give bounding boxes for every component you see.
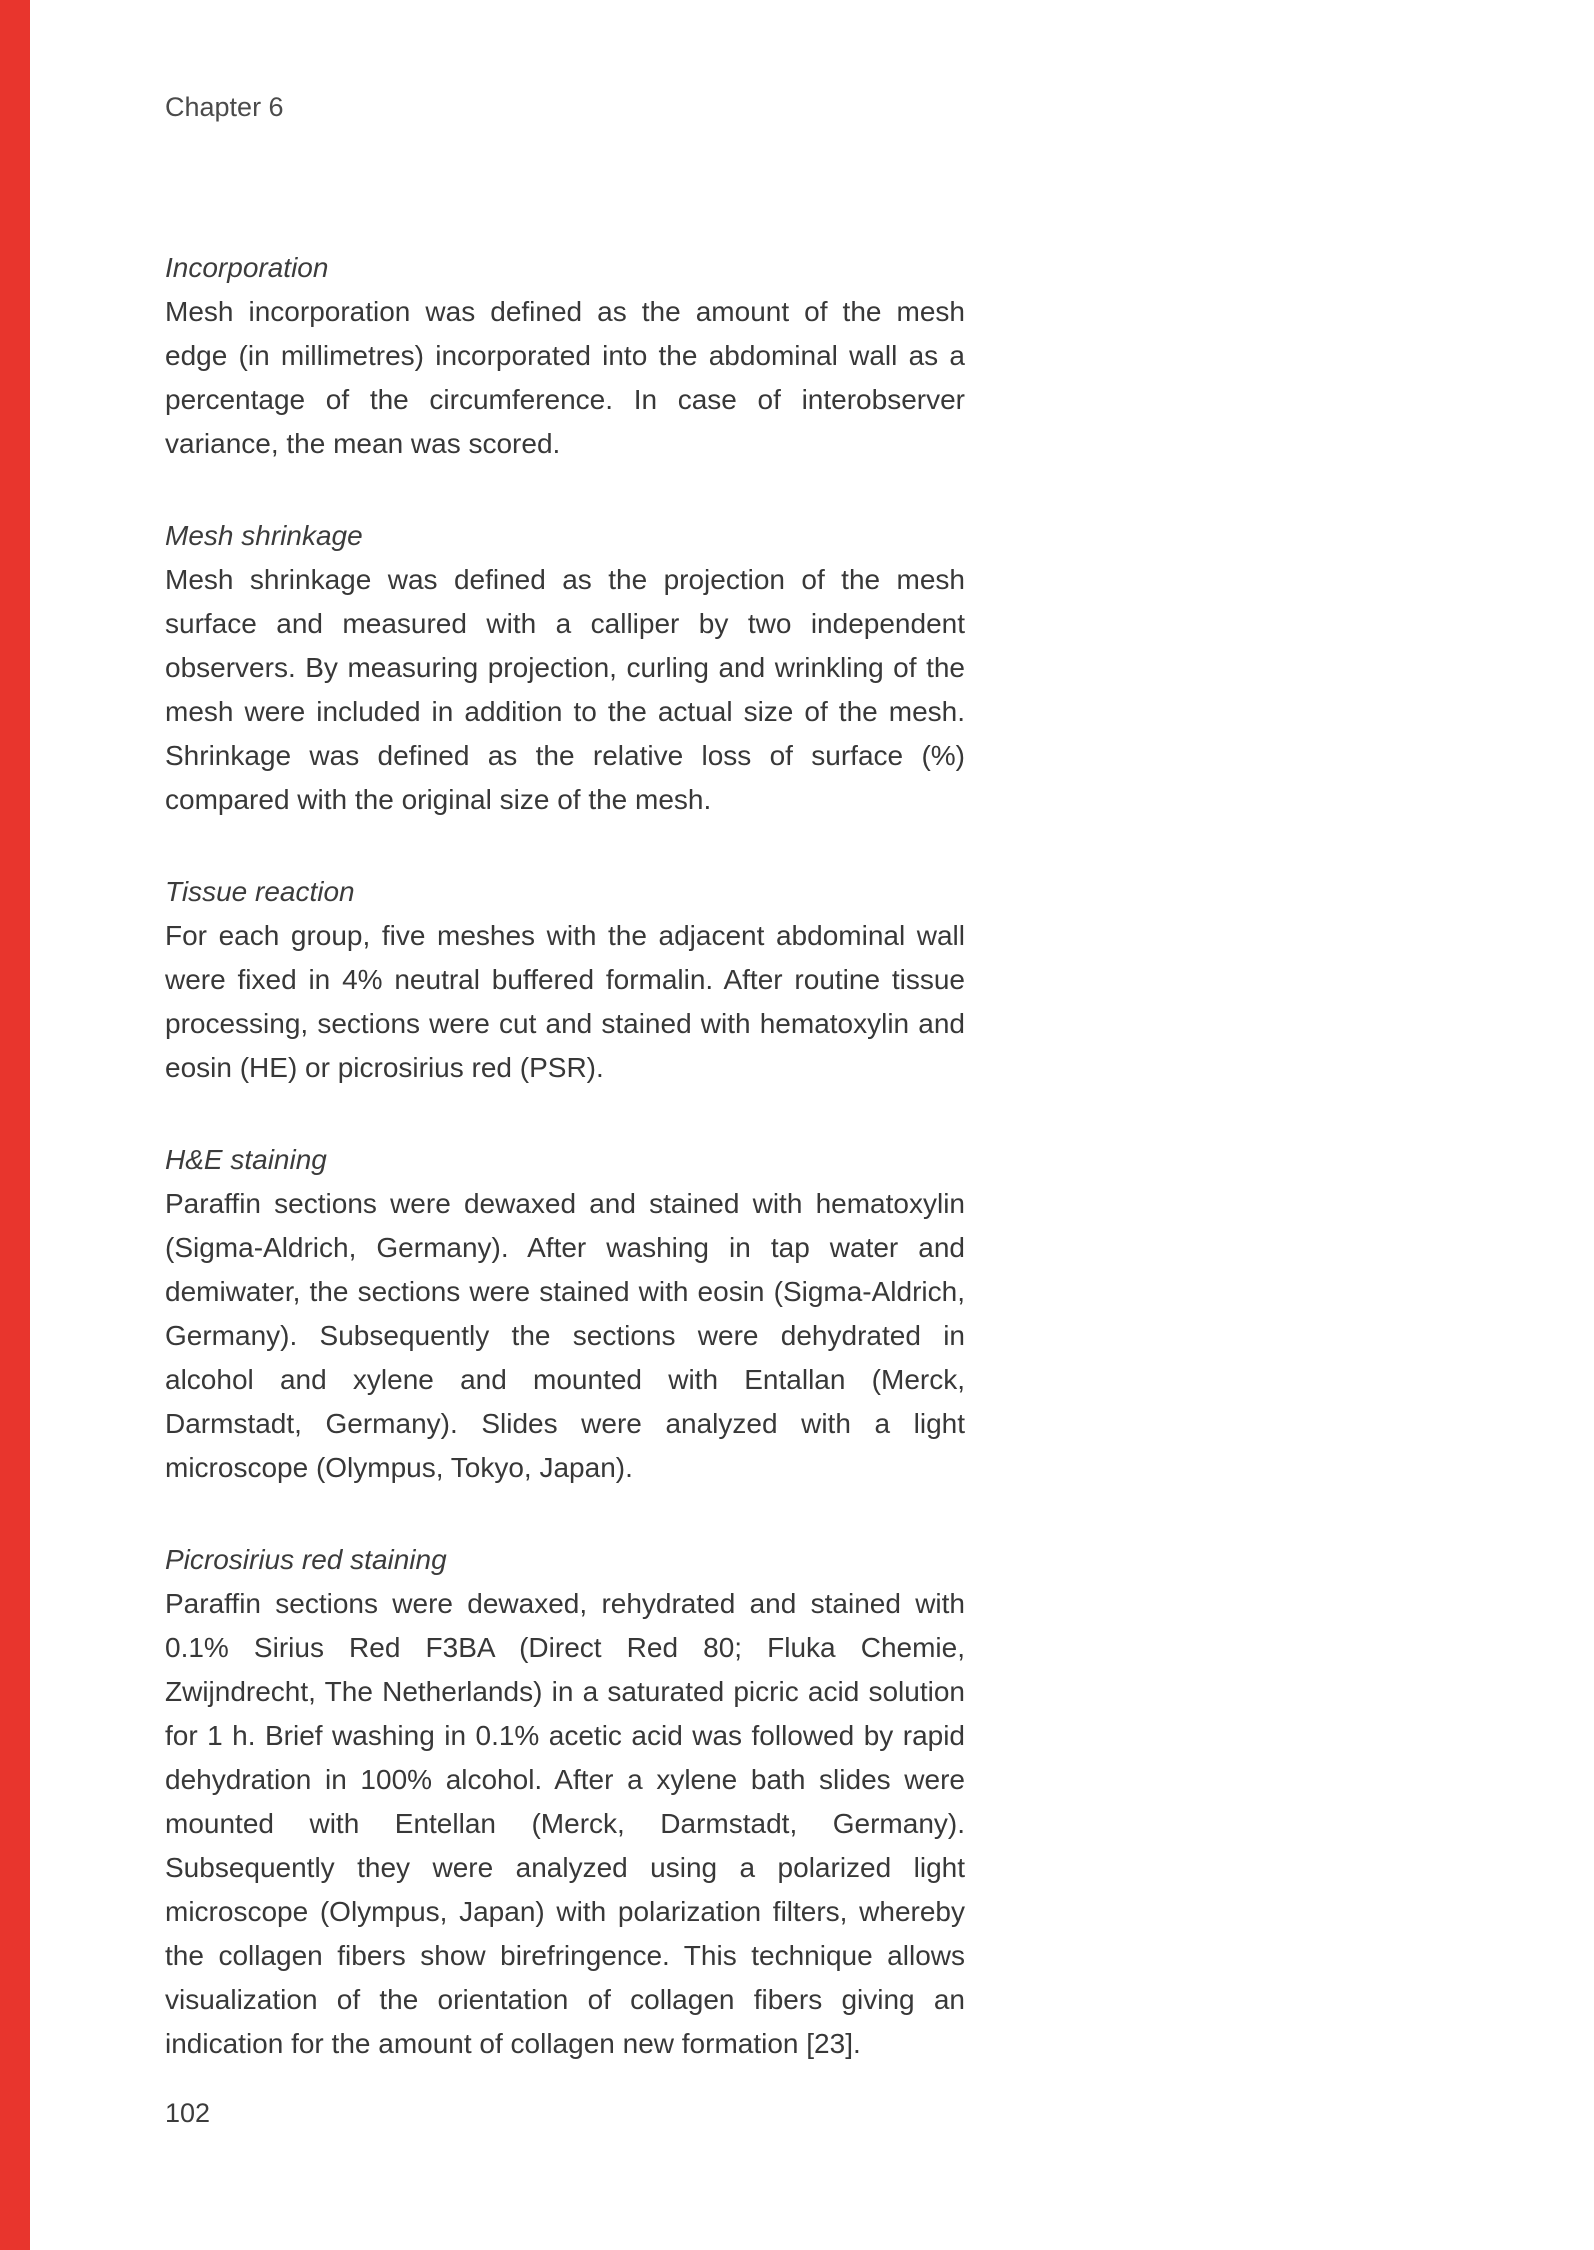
section-heading: H&E staining bbox=[165, 1144, 327, 1175]
section-body: Paraffin sections were dewaxed, rehydrated and stained with 0.1% Sirius Red F3BA (Direct Red 80; Fluka Chemie, Zwijndrecht, The Netherlands) in a saturated picric acid solution for 1 h. Brief washing in 0.1% acetic acid was followed by rapid dehydration in 100% alcohol. After a xylene bath slides were mounted with Entellan (Merck, Darmstadt, Germany). Subsequently they were analyzed using a polarized light microscope (Olympus, Japan) with polarization filters, whereby the collagen fibers show birefringence. This technique allows visualization of the orientation of collagen fibers giving an indication for the amount of collagen new formation [23]. bbox=[165, 1588, 965, 2059]
chapter-header: Chapter 6 bbox=[165, 92, 284, 122]
section-body: Mesh shrinkage was defined as the projection of the mesh surface and measured with a calliper by two independent observers. By measuring projection, curling and wrinkling of the mesh were included in addition to the actual size of the mesh. Shrinkage was defined as the relative loss of surface (%) compared with the original size of the mesh. bbox=[165, 564, 965, 815]
section-he-staining bbox=[165, 1138, 965, 1490]
section-body: For each group, five meshes with the adjacent abdominal wall were fixed in 4% neutral buffered formalin. After routine tissue processing, sections were cut and stained with hematoxylin and eosin (HE) or picrosirius red (PSR). bbox=[165, 920, 965, 1083]
section-heading: Picrosirius red staining bbox=[165, 1544, 447, 1575]
page-accent-bar bbox=[0, 0, 30, 2250]
page-number: 102 bbox=[165, 2098, 211, 2128]
section-tissue-reaction bbox=[165, 870, 965, 1090]
section-heading: Mesh shrinkage bbox=[165, 520, 363, 551]
section-picrosirius-red-staining bbox=[165, 1538, 965, 2066]
section-heading: Incorporation bbox=[165, 252, 329, 283]
section-body: Mesh incorporation was defined as the amount of the mesh edge (in millimetres) incorporated into the abdominal wall as a percentage of the circumference. In case of interobserver variance, the mean was scored. bbox=[165, 296, 965, 459]
section-incorporation bbox=[165, 246, 965, 466]
section-mesh-shrinkage bbox=[165, 514, 965, 822]
page-content bbox=[165, 0, 965, 2066]
section-heading: Tissue reaction bbox=[165, 876, 355, 907]
section-body: Paraffin sections were dewaxed and stained with hematoxylin (Sigma-Aldrich, Germany). After washing in tap water and demiwater, the sections were stained with eosin (Sigma-Aldrich, Germany). Subsequently the sections were dehydrated in alcohol and xylene and mounted with Entallan (Merck, Darmstadt, Germany). Slides were analyzed with a light microscope (Olympus, Tokyo, Japan). bbox=[165, 1188, 965, 1483]
